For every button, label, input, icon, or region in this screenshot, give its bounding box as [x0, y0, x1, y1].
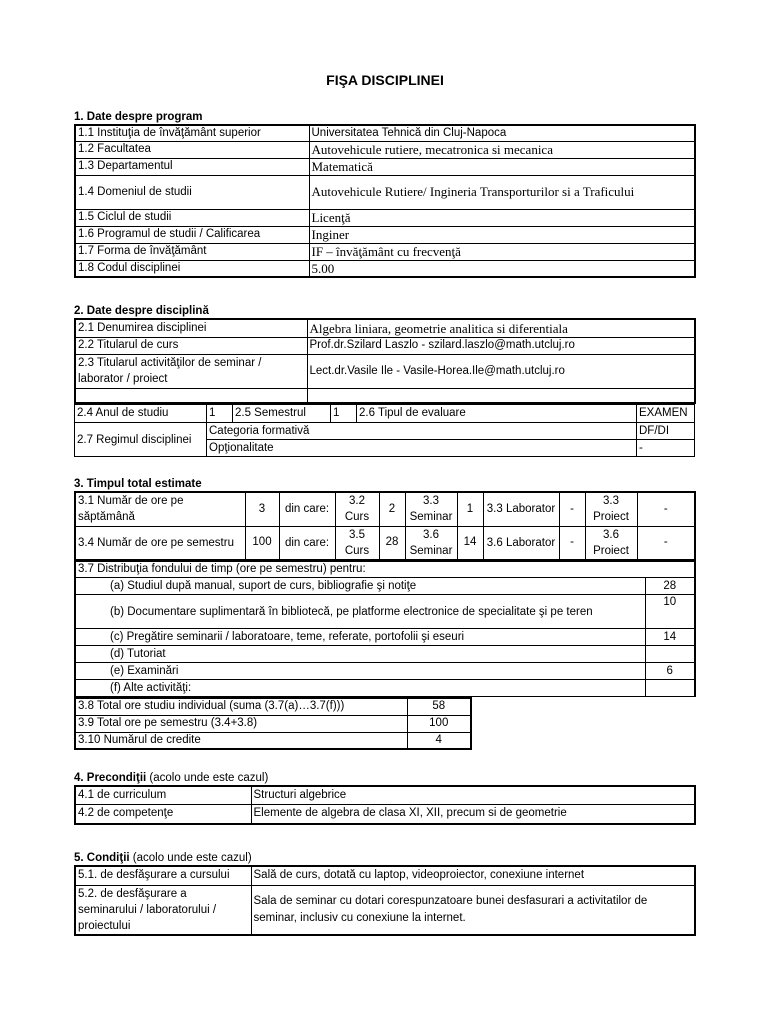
row-value: Algebra liniara, geometrie analitica si diferentiala	[307, 319, 695, 337]
table-row	[75, 226, 695, 243]
table-row	[75, 866, 695, 885]
semester-hours-label: 3.4 Număr de ore pe semestru	[75, 526, 245, 560]
row-value: Sală de curs, dotată cu laptop, videoproiector, conexiune internet	[251, 866, 695, 885]
distribution-heading: 3.7 Distribuţia fondului de timp (ore pe semestru) pentru:	[75, 562, 695, 578]
section-3	[74, 477, 696, 750]
table-row	[75, 786, 695, 804]
section-4-heading	[74, 771, 696, 785]
project-value: -	[637, 526, 695, 560]
empty-cell	[75, 388, 307, 403]
row-label: 4.2 de competenţe	[75, 804, 251, 824]
distribution-item-value: 6	[645, 663, 695, 680]
semester-hours-value: 100	[245, 526, 279, 560]
year-value: 1	[207, 405, 233, 423]
time-table	[74, 491, 696, 561]
course-label: 3.2 Curs	[335, 492, 379, 526]
total-label: 3.10 Numărul de credite	[75, 732, 407, 749]
row-value: Licenţă	[309, 209, 695, 226]
row-value: Lect.dr.Vasile Ile - Vasile-Horea.Ile@math.utcluj.ro	[307, 354, 695, 388]
distribution-item-value	[645, 646, 695, 663]
regime-label: 2.7 Regimul disciplinei	[75, 423, 207, 457]
table-row	[75, 175, 695, 209]
total-value: 58	[407, 698, 471, 715]
row-value: IF – învăţământ cu frecvenţă	[309, 243, 695, 260]
distribution-item-label: (f) Alte activităţi:	[75, 680, 645, 697]
course-value: 28	[379, 526, 405, 560]
table-row-empty	[75, 388, 695, 403]
evaluation-value: EXAMEN	[637, 405, 695, 423]
table-row	[75, 629, 695, 646]
row-value: Inginer	[309, 226, 695, 243]
table-row	[75, 732, 471, 749]
distribution-item-label: (a) Studiul după manual, suport de curs, bibliografie şi notiţe	[75, 578, 645, 595]
table-row	[75, 663, 695, 680]
table-row	[75, 526, 695, 560]
semester-label: 2.5 Semestrul	[233, 405, 331, 423]
section-5-heading	[74, 851, 696, 865]
distribution-item-value: 28	[645, 578, 695, 595]
row-value: Structuri algebrice	[251, 786, 695, 804]
row-label: 4.1 de curriculum	[75, 786, 251, 804]
section-5-heading-note: (acolo unde este cazul)	[129, 852, 252, 864]
row-value: Universitatea Tehnică din Cluj-Napoca	[309, 125, 695, 141]
section-4	[74, 771, 696, 825]
table-row	[75, 680, 695, 697]
discipline-year-table	[74, 404, 695, 457]
discipline-table	[74, 318, 696, 404]
row-label: 1.1 Instituţia de învăţământ superior	[75, 125, 309, 141]
table-row	[75, 595, 695, 629]
table-row	[75, 492, 695, 526]
seminar-value: 14	[457, 526, 483, 560]
row-label: 1.4 Domeniul de studii	[75, 175, 309, 209]
document-title: FIŞA DISCIPLINEI	[326, 72, 444, 88]
category-label: Categoria formativă	[207, 423, 637, 440]
table-row	[75, 562, 695, 578]
distribution-item-label: (c) Pregătire seminarii / laboratoare, teme, referate, portofolii şi eseuri	[75, 629, 645, 646]
section-5	[74, 851, 696, 936]
row-label: 2.1 Denumirea disciplinei	[75, 319, 307, 337]
row-label: 1.8 Codul disciplinei	[75, 260, 309, 277]
row-label: 1.7 Forma de învăţământ	[75, 243, 309, 260]
row-value: Matematică	[309, 158, 695, 175]
table-row	[75, 578, 695, 595]
table-row	[75, 885, 695, 935]
laboratory-label: 3.6 Laborator	[483, 526, 559, 560]
category-value: DF/DI	[637, 423, 695, 440]
distribution-item-label: (d) Tutoriat	[75, 646, 645, 663]
row-label: 1.3 Departamentul	[75, 158, 309, 175]
row-label: 5.1. de desfăşurare a cursului	[75, 866, 251, 885]
seminar-value: 1	[457, 492, 483, 526]
row-label: 5.2. de desfăşurare a seminarului / laboratorului / proiectului	[75, 885, 251, 935]
distribution-item-label: (e) Examinări	[75, 663, 645, 680]
table-row	[75, 141, 695, 158]
row-value: 5.00	[309, 260, 695, 277]
table-row	[75, 405, 695, 423]
table-row	[75, 260, 695, 277]
row-value: Elemente de algebra de clasa XI, XII, precum si de geometrie	[251, 804, 695, 824]
table-row	[75, 646, 695, 663]
course-label: 3.5 Curs	[335, 526, 379, 560]
seminar-label: 3.3 Seminar	[405, 492, 457, 526]
laboratory-label: 3.3 Laborator	[483, 492, 559, 526]
year-label: 2.4 Anul de studiu	[75, 405, 207, 423]
time-distribution-table	[74, 561, 696, 697]
total-label: 3.9 Total ore pe semestru (3.4+3.8)	[75, 715, 407, 732]
table-row	[75, 804, 695, 824]
laboratory-value: -	[559, 526, 585, 560]
empty-cell	[307, 388, 695, 403]
total-value: 100	[407, 715, 471, 732]
section-2-heading: 2. Date despre disciplină	[74, 305, 209, 317]
row-value: Autovehicule Rutiere/ Ingineria Transporturilor si a Traficului	[309, 175, 695, 209]
section-1-heading: 1. Date despre program	[74, 111, 203, 123]
row-label: 1.2 Facultatea	[75, 141, 309, 158]
row-value: Sala de seminar cu dotari corespunzatoare bunei desfasurari a activitatilor de seminar, inclusiv cu conexiune la internet.	[251, 885, 695, 935]
section-3-heading: 3. Timpul total estimate	[74, 478, 202, 490]
project-value: -	[637, 492, 695, 526]
table-row	[75, 423, 695, 440]
row-label: 1.6 Programul de studii / Calificarea	[75, 226, 309, 243]
section-4-heading-bold: 4. Precondiţii	[74, 772, 147, 784]
course-value: 2	[379, 492, 405, 526]
section-4-heading-note: (acolo unde este cazul)	[146, 772, 269, 784]
weekly-hours-value: 3	[245, 492, 279, 526]
project-label: 3.3 Proiect	[585, 492, 637, 526]
total-value: 4	[407, 732, 471, 749]
totals-table	[74, 697, 472, 750]
preconditions-table	[74, 785, 696, 825]
weekly-hours-label: 3.1 Număr de ore pe săptămână	[75, 492, 245, 526]
optionality-value: -	[637, 440, 695, 457]
din-care-label: din care:	[279, 492, 335, 526]
table-row	[75, 715, 471, 732]
table-row	[75, 209, 695, 226]
project-label: 3.6 Proiect	[585, 526, 637, 560]
table-row	[75, 125, 695, 141]
evaluation-label: 2.6 Tipul de evaluare	[357, 405, 637, 423]
distribution-item-value: 10	[645, 595, 695, 629]
row-value: Prof.dr.Szilard Laszlo - szilard.laszlo@math.utcluj.ro	[307, 337, 695, 354]
section-5-heading-bold: 5. Condiţii	[74, 852, 130, 864]
row-value: Autovehicule rutiere, mecatronica si mecanica	[309, 141, 695, 158]
row-label: 1.5 Ciclul de studii	[75, 209, 309, 226]
table-row	[75, 337, 695, 354]
din-care-label: din care:	[279, 526, 335, 560]
total-label: 3.8 Total ore studiu individual (suma (3.7(a)…3.7(f)))	[75, 698, 407, 715]
program-table	[74, 124, 696, 278]
row-label: 2.2 Titularul de curs	[75, 337, 307, 354]
section-2	[74, 304, 696, 457]
table-row	[75, 243, 695, 260]
table-row	[75, 158, 695, 175]
table-row	[75, 319, 695, 337]
seminar-label: 3.6 Seminar	[405, 526, 457, 560]
table-row	[75, 354, 695, 388]
conditions-table	[74, 865, 696, 936]
table-row	[75, 698, 471, 715]
semester-value: 1	[331, 405, 357, 423]
distribution-item-value	[645, 680, 695, 697]
distribution-item-label: (b) Documentare suplimentară în bibliotecă, pe platforme electronice de specialitate şi pe teren	[75, 595, 645, 629]
laboratory-value: -	[559, 492, 585, 526]
section-1	[74, 110, 696, 278]
row-label: 2.3 Titularul activităţilor de seminar / laborator / proiect	[75, 354, 307, 388]
optionality-label: Opţionalitate	[207, 440, 637, 457]
distribution-item-value: 14	[645, 629, 695, 646]
